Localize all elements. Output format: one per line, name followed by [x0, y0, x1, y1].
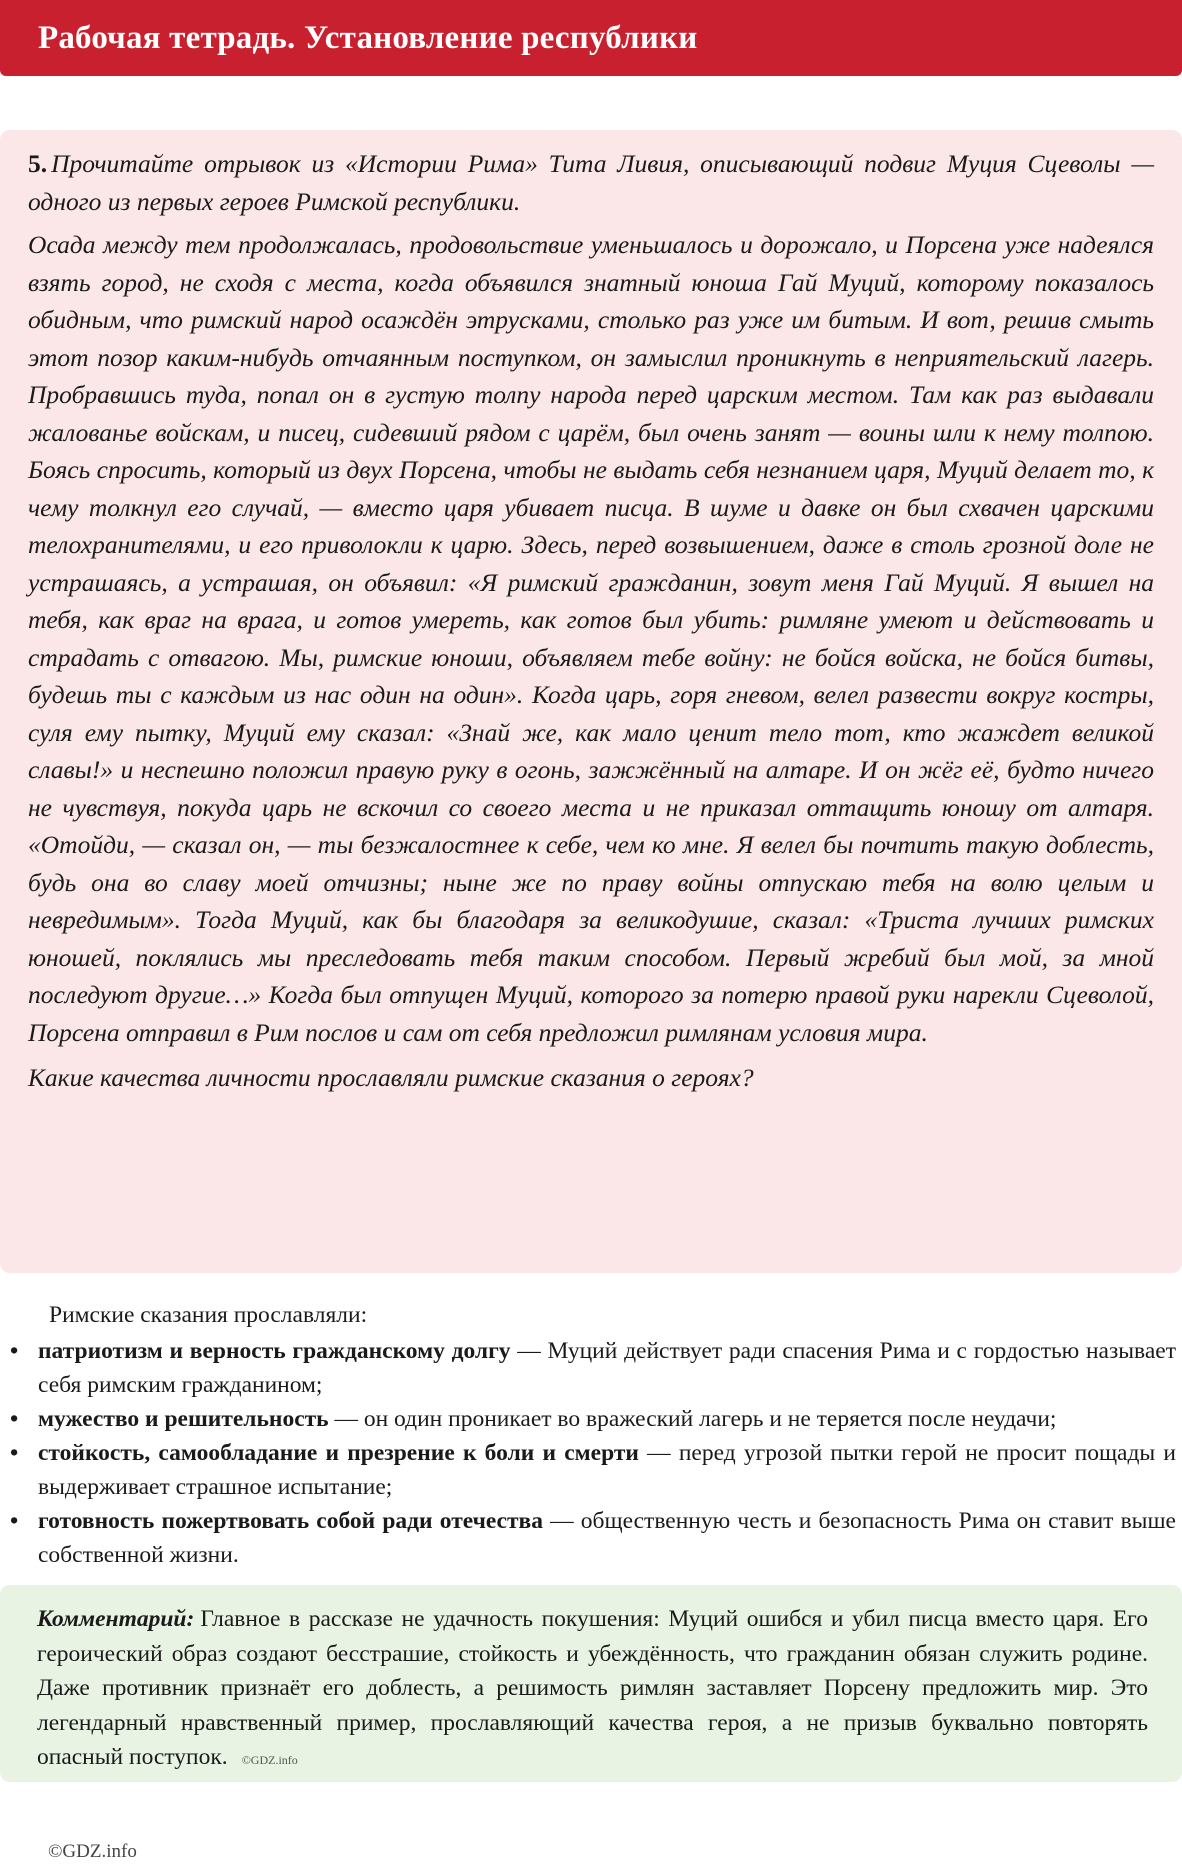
quality-explanation: — перед угрозой пытки герой не просит пощады и выдерживает страшное испытание;: [38, 1440, 1176, 1500]
comment-block: [0, 1585, 1182, 1782]
quality-term: мужество и решительность: [38, 1406, 329, 1432]
comment-text: Главное в рассказе не удачность покушения: Муций ошибся и убил писца вместо царя. Его героический образ создают бесстрашие, стойкость и убеждённость, что гражданин обязан служить родине. Даже противник признаёт его доблесть, а решимость римлян заставляет Порсену предложить мир. Это легендарный нравственный пример, прославляющий качества героя, а не призыв буквально повторять опасный поступок.: [37, 1606, 1148, 1770]
list-item: [0, 1436, 1176, 1504]
task-passage: Осада между тем продолжалась, продовольствие уменьшалось и дорожало, и Порсена уже надеялся взять город, не сходя с места, когда объявился знатный юноша Гай Муций, которому показалось обидным, что римский народ осаждён этрусками, столько раз уже им битым. И вот, решив смыть этот позор каким-нибудь отчаянным поступком, он замыслил проникнуть в неприятельский лагерь. Пробравшись туда, попал он в густую толпу народа перед царским местом. Там как раз выдавали жалованье войскам, и писец, сидевший рядом с царём, был очень занят — воины шли к нему толпою. Боясь спросить, который из двух Порсена, чтобы не выдать себя незнанием царя, Муций делает то, к чему толкнул его случай, — вместо царя убивает писца. В шуме и давке он был схвачен царскими телохранителями, и его приволокли к царю. Здесь, перед возвышением, даже в столь грозной доле не устрашаясь, а устрашая, он объявил: «Я римский гражданин, зовут меня Гай Муций. Я вышел на тебя, как враг на врага, и готов умереть, как готов был убить: римляне умеют и действовать и страдать с отвагою. Мы, римские юноши, объявляем тебе войну: не бойся войска, не бойся битвы, будешь ты с каждым из нас один на один». Когда царь, горя гневом, велел развести вокруг костры, суля ему пытку, Муций ему сказал: «Знай же, как мало ценит тело тот, кто жаждет великой славы!» и неспешно положил правую руку в огонь, зажжённый на алтаре. И он жёг её, будто ничего не чувствуя, покуда царь не вскочил со своего места и не приказал оттащить юношу от алтаря. «Отойди, — сказал он, — ты безжалостнее к себе, чем ко мне. Я велел бы почтить такую доблесть, будь она во славу моей отчизны; ныне же по праву войны отпускаю тебя на волю целым и невредимым». Тогда Муций, как бы благодаря за великодушие, сказал: «Триста лучших римских юношей, поклялись мы преследовать тебя таким способом. Первый жребий был мой, за мной последуют другие…» Когда был отпущен Муций, которого за потерю правой руки нарекли Сцеволой, Порсена отправил в Рим послов и сам от себя предложил римлянам условия мира.: [28, 230, 1154, 1047]
quality-explanation: — Муций действует ради спасения Рима и с гордостью называет себя римским гражданином;: [38, 1338, 1176, 1398]
bullet-icon: •: [10, 1508, 19, 1534]
bullet-icon: •: [10, 1338, 19, 1364]
quality-term: патриотизм и верность гражданскому долгу: [38, 1338, 511, 1364]
bullet-icon: •: [10, 1440, 19, 1466]
answer-block: [0, 1298, 1182, 1572]
list-item: [0, 1334, 1176, 1402]
comment-label: Комментарий:: [37, 1606, 195, 1632]
quality-term: готовность пожертвовать собой ради отечества: [38, 1508, 543, 1534]
answer-lead: Римские сказания прославляли:: [49, 1302, 368, 1328]
task-block: [0, 130, 1182, 1273]
quality-term: стойкость, самообладание и презрение к боли и смерти: [38, 1440, 639, 1466]
task-number: 5.: [28, 149, 48, 178]
quality-explanation: — общественную честь и безопасность Рима он ставит выше собственной жизни.: [38, 1508, 1176, 1568]
list-item: [0, 1402, 1176, 1436]
quality-explanation: — он один проникает во вражеский лагерь и не теряется после неудачи;: [328, 1406, 1057, 1432]
page-header: [0, 0, 1182, 76]
list-item: [0, 1504, 1176, 1572]
page-title: Рабочая тетрадь. Установление республики: [38, 19, 698, 56]
task-intro-text: Прочитайте отрывок из «Истории Рима» Тита Ливия, описывающий подвиг Муция Сцеволы — одного из первых героев Римской республики.: [28, 149, 1154, 216]
task-intro: [28, 145, 1154, 220]
bullet-icon: •: [10, 1406, 19, 1432]
task-question: Какие качества личности прославляли римские сказания о героях?: [28, 1063, 754, 1092]
footer-watermark: ©GDZ.info: [48, 1841, 137, 1862]
answer-list: [0, 1334, 1176, 1572]
comment-watermark: ©GDZ.info: [241, 1753, 298, 1767]
